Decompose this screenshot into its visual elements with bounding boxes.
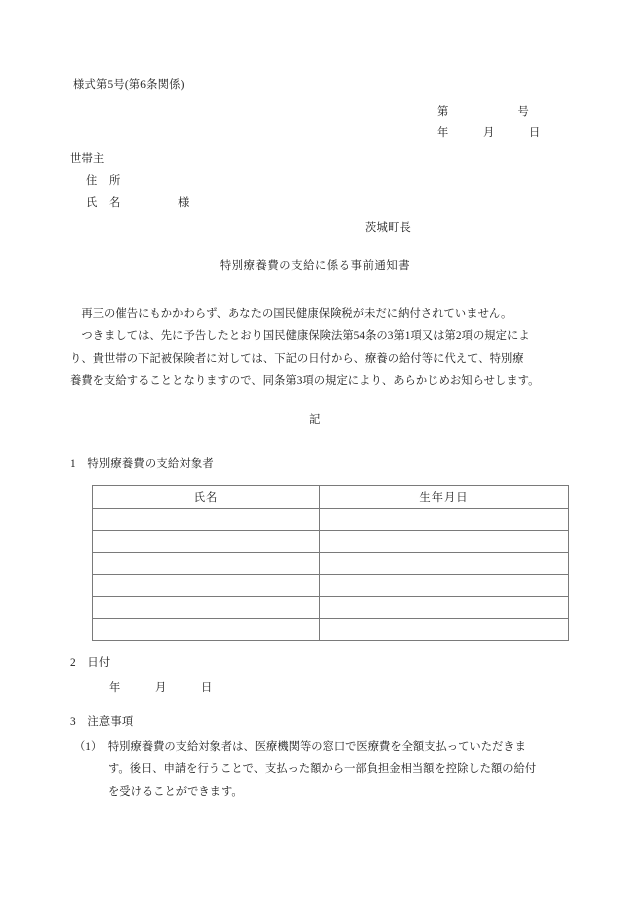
cell-name[interactable] — [93, 553, 320, 575]
body-line: り、貴世帯の下記被保険者に対しては、下記の日付から、療養の給付等に代えて、特別療 — [70, 352, 524, 365]
issuer-name: 茨城町長 — [365, 222, 411, 234]
table-row — [93, 509, 569, 531]
reference-number-line: 第 号 — [437, 106, 529, 118]
recipients-table — [92, 485, 569, 641]
cell-dob[interactable] — [320, 509, 569, 531]
table-header-row — [93, 486, 569, 509]
table-row — [93, 531, 569, 553]
cell-name[interactable] — [93, 619, 320, 641]
cell-dob[interactable] — [320, 553, 569, 575]
body-paragraph — [70, 303, 557, 393]
column-header-name: 氏名 — [93, 486, 320, 509]
note-line: （1） 特別療養費の支給対象者は、医療機関等の窓口で医療費を全額支払っていただきま — [74, 741, 526, 753]
column-header-dob: 生年月日 — [320, 486, 569, 509]
note-line: す。後日、申請を行うことで、支払った額から一部負担金相当額を控除した額の給付 — [108, 763, 537, 776]
cell-name[interactable] — [93, 509, 320, 531]
form-number: 様式第5号(第6条関係) — [73, 79, 185, 91]
cell-name[interactable] — [93, 597, 320, 619]
cell-dob[interactable] — [320, 619, 569, 641]
section-1-heading: 1 特別療養費の支給対象者 — [70, 458, 214, 470]
address-label: 住 所 — [86, 175, 121, 187]
table-row — [93, 553, 569, 575]
section-3-note-1 — [74, 736, 564, 803]
cell-name[interactable] — [93, 575, 320, 597]
table-row — [93, 575, 569, 597]
note-line: を受けることができます。 — [108, 785, 243, 798]
ki-marker: 記 — [309, 414, 321, 426]
section-3-heading: 3 注意事項 — [70, 716, 134, 728]
recipients-table-wrapper — [92, 485, 568, 641]
cell-name[interactable] — [93, 531, 320, 553]
table-row — [93, 597, 569, 619]
table-row — [93, 619, 569, 641]
name-label: 氏 名 様 — [86, 197, 190, 209]
section-2-date-blank: 年 月 日 — [109, 682, 213, 694]
cell-dob[interactable] — [320, 597, 569, 619]
body-line: つきましては、先に予告したとおり国民健康保険法第54条の3第1項又は第2項の規定によ — [70, 330, 530, 343]
page-title: 特別療養費の支給に係る事前通知書 — [219, 260, 411, 272]
body-line: 再三の催告にもかかわらず、あなたの国民健康保険税が未だに納付されていません。 — [70, 308, 513, 320]
issue-date-line: 年 月 日 — [437, 127, 541, 139]
section-2-heading: 2 日付 — [70, 657, 111, 669]
cell-dob[interactable] — [320, 575, 569, 597]
cell-dob[interactable] — [320, 531, 569, 553]
addressee-title: 世帯主 — [70, 153, 105, 165]
body-line: 養費を支給することとなりますので、同条第3項の規定により、あらかじめお知らせします。 — [70, 375, 540, 388]
